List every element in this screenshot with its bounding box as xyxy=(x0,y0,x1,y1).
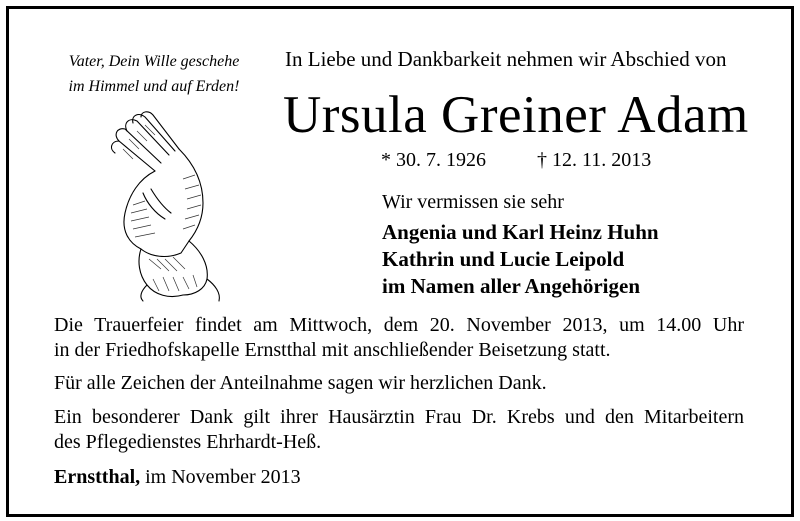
death-date: † 12. 11. 2013 xyxy=(537,149,652,171)
funeral-info-line-1: Die Trauerfeier findet am Mittwoch, dem 20. November 2013, um 14.00 Uhr xyxy=(54,314,744,336)
thanks-line: Für alle Zeichen der Anteilnahme sagen wir herzlichen Dank. xyxy=(54,372,547,394)
signature-place: Ernstthal, xyxy=(54,466,141,488)
signature xyxy=(54,466,301,489)
quote-line-2: im Himmel und auf Erden! xyxy=(68,78,240,95)
birth-date: * 30. 7. 1926 xyxy=(381,149,486,171)
mourner-line: im Namen aller Angehörigen xyxy=(382,274,641,298)
bible-quote xyxy=(54,49,254,99)
special-thanks-line-1: Ein besonderer Dank gilt ihrer Hausärztin Frau Dr. Krebs und den Mitarbeitern xyxy=(54,406,744,428)
signature-date: im November 2013 xyxy=(140,466,301,488)
obituary-notice xyxy=(6,6,794,517)
praying-hands-icon xyxy=(99,109,239,304)
funeral-info-line-2: in der Friedhofskapelle Ernstthal mit anschließender Beisetzung statt. xyxy=(54,339,611,361)
mourner-line: Kathrin und Lucie Leipold xyxy=(382,247,625,271)
mourner-line: Angenia und Karl Heinz Huhn xyxy=(382,220,659,244)
deceased-name: Ursula Greiner Adam xyxy=(283,86,749,144)
quote-line-1: Vater, Dein Wille geschehe xyxy=(68,53,240,70)
miss-line: Wir vermissen sie sehr xyxy=(382,191,564,213)
special-thanks-line-2: des Pflegedienstes Ehrhardt-Heß. xyxy=(54,431,322,453)
mourners-list xyxy=(382,219,659,300)
intro-line: In Liebe und Dankbarkeit nehmen wir Abschied von xyxy=(285,47,727,71)
